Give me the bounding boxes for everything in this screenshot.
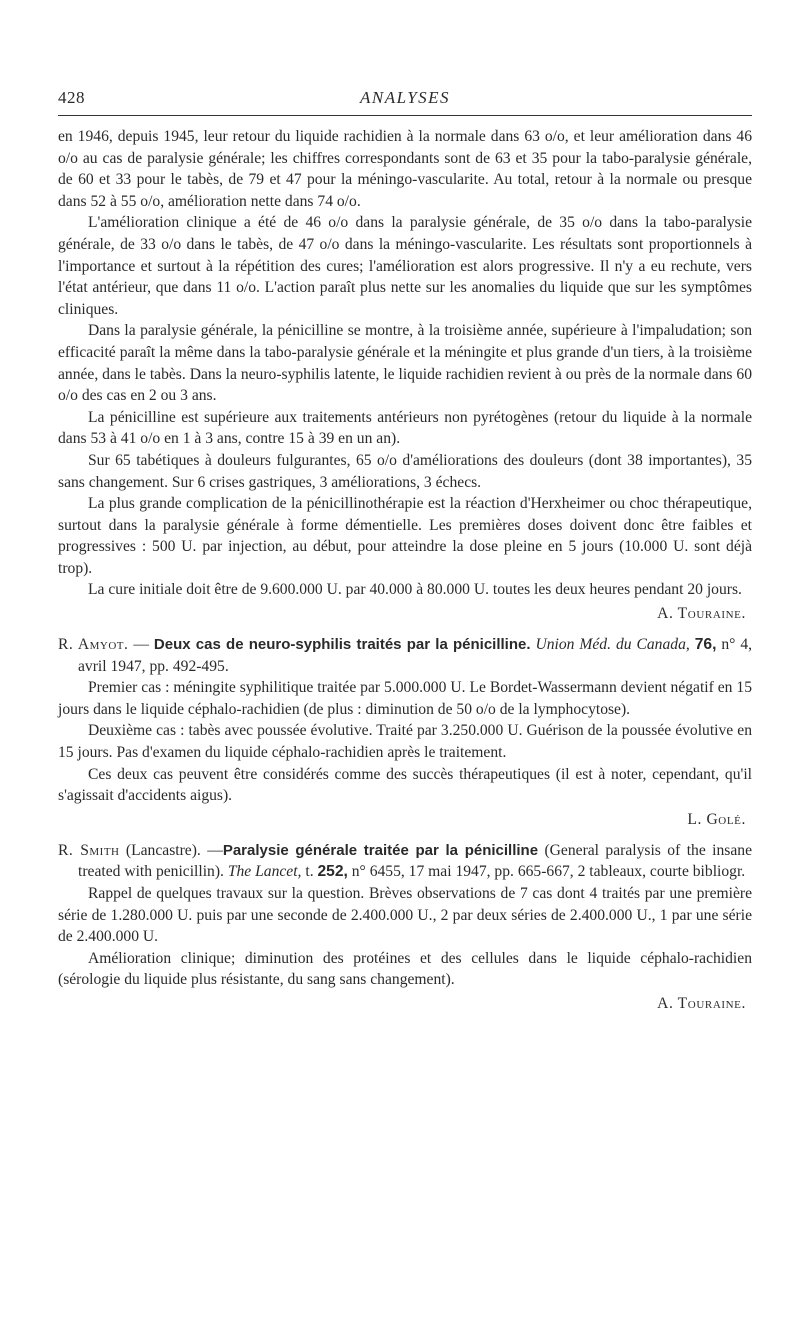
article-body	[58, 126, 752, 1014]
review3-paragraph: Rappel de quelques travaux sur la question. Brèves observations de 7 cas dont 4 traités par une première série de 1.280.000 U. puis par une seconde de 2.400.000 U., 2 par deux séries de 2.400.000 U., 1 par une série de 2.400.000 U.	[58, 885, 752, 946]
running-head	[58, 86, 752, 112]
review1-paragraph: Dans la paralysie générale, la pénicilline se montre, à la troisième année, supérieure à l'impaludation; son efficacité paraît la même dans la tabo-paralysie générale et la méningite et plus grande d'un tiers, à la troisième année, dans le tabès. Dans la neuro-syphilis latente, le liquide rachidien revient à ou près de la normale dans 60 o/o des cas en 2 ou 3 ans.	[58, 322, 752, 405]
review2-citation	[58, 634, 752, 677]
review2-author: R. Amyot.	[58, 636, 129, 654]
review2-paragraph: Ces deux cas peuvent être considérés comme des succès thérapeutiques (il est à noter, cependant, qu'il s'agissait d'accidents aigus).	[58, 765, 752, 805]
review1-paragraph: L'amélioration clinique a été de 46 o/o dans la paralysie générale, de 35 o/o dans la tabo-paralysie générale, de 33 o/o dans le tabès, de 47 o/o dans la méningo-vascularite. Les résultats sont proportionnels à l'importance et surtout à la répétition des cures; l'amélioration est alors progressive. Il n'y a eu rechute, vers l'état antérieur, que dans 11 o/o. L'action paraît plus nette sur les anomalies du liquide que sur les symptômes cliniques.	[58, 214, 752, 318]
review1-paragraph: La pénicilline est supérieure aux traitements antérieurs non pyrétogènes (retour du liquide à la normale dans 53 à 41 o/o en 1 à 3 ans, contre 15 à 39 en un an).	[58, 408, 752, 448]
review2-paragraph: Deuxième cas : tabès avec poussée évolutive. Traité par 3.250.000 U. Guérison de la poussée évolutive en 15 jours. Pas d'examen du liquide céphalo-rachidien après le traitement.	[58, 722, 752, 762]
page	[58, 86, 752, 1022]
review3-volume: 252,	[317, 863, 348, 881]
review3-english-title: (General paralysis of the insane treated with penicillin).	[78, 841, 752, 881]
review2-details: n° 4, avril 1947, pp. 492-495.	[78, 636, 753, 675]
review1-paragraph: La plus grande complication de la pénicillinothérapie est la réaction d'Herxheimer ou choc thérapeutique, surtout dans la paralysie générale à forme démentielle. Les premières doses doivent donc être faibles et progressives : 500 U. par injection, au début, pour atteindre la dose pleine en 5 jours (10.000 U. sont déjà trop).	[58, 495, 752, 577]
review3-signature: A. Touraine.	[657, 994, 746, 1012]
review3-journal: The Lancet,	[227, 863, 302, 881]
review1-paragraph: en 1946, depuis 1945, leur retour du liquide rachidien à la normale dans 63 o/o, et leur amélioration dans 46 o/o au cas de paralysie générale; les chiffres correspondants sont de 63 et 35 pour la tabo-paralysie générale, de 60 et 33 pour le tabès, de 79 et 47 pour la méningo-vascularite. Au total, retour à la normale ou presque dans 52 à 55 o/o, amélioration nette dans 74 o/o.	[58, 128, 752, 210]
section-title: ANALYSES	[359, 88, 451, 107]
review2-signature: L. Golé.	[687, 810, 746, 828]
review2-volume: 76,	[694, 636, 717, 654]
review3-paragraph: Amélioration clinique; diminution des protéines et des cellules dans le liquide céphalo-rachidien (sérologie du liquide plus résistante, du sang sans changement).	[58, 949, 752, 989]
review3-author: R. Smith	[58, 841, 120, 859]
review3-affiliation: (Lancastre). —	[119, 841, 223, 859]
review3-citation	[58, 840, 752, 883]
header-rule	[58, 115, 752, 116]
review2-dash: —	[128, 636, 154, 654]
review1-paragraph: Sur 65 tabétiques à douleurs fulgurantes, 65 o/o d'améliorations des douleurs (dont 38 importantes), 35 sans changement. Sur 6 crises gastriques, 3 améliorations, 3 échecs.	[58, 451, 752, 491]
review3-tome: t.	[301, 863, 318, 881]
review1-paragraph: La cure initiale doit être de 9.600.000 U. par 40.000 à 80.000 U. toutes les deux heures pendant 20 jours.	[88, 581, 742, 599]
review1-signature: A. Touraine.	[657, 605, 746, 623]
page-number: 428	[58, 88, 85, 107]
review2-title: Deux cas de neuro-syphilis traités par la pénicilline.	[153, 636, 531, 654]
review2-journal: Union Méd. du Canada,	[535, 636, 690, 654]
review3-details: n° 6455, 17 mai 1947, pp. 665-667, 2 tableaux, courte bibliogr.	[347, 863, 746, 881]
review3-title: Paralysie générale traitée par la pénicilline	[222, 841, 539, 859]
review2-paragraph: Premier cas : méningite syphilitique traitée par 5.000.000 U. Le Bordet-Wassermann devient négatif en 15 jours dans le liquide céphalo-rachidien (de plus : diminution de 50 o/o de la lymphocytose).	[58, 679, 752, 718]
